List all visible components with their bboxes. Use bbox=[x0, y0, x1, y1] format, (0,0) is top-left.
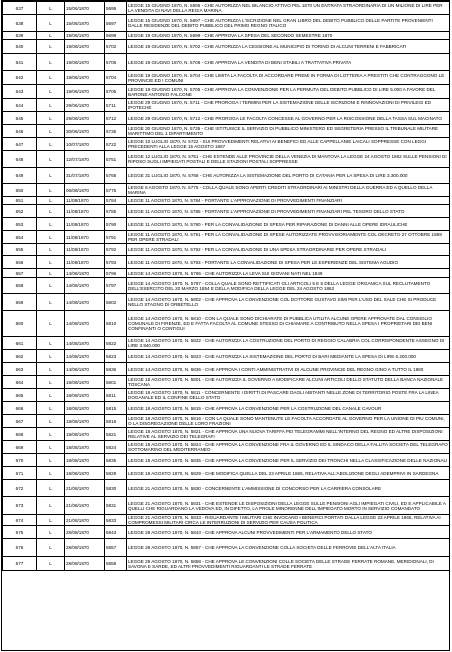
law-number: 5802 bbox=[105, 294, 127, 311]
series-code: L bbox=[37, 2, 65, 15]
law-date: 28/08/1870 bbox=[65, 526, 105, 539]
law-date: 18/08/1870 bbox=[65, 376, 105, 389]
law-date: 31/07/1870 bbox=[65, 168, 105, 184]
row-number: 663 bbox=[3, 363, 37, 376]
series-code: L bbox=[37, 184, 65, 197]
law-date: 18/08/1870 bbox=[65, 441, 105, 454]
law-date: 14/08/1870 bbox=[65, 311, 105, 337]
row-number: 673 bbox=[3, 497, 37, 515]
series-code: L bbox=[37, 337, 65, 350]
law-date: 18/08/1870 bbox=[65, 467, 105, 480]
table-row bbox=[3, 454, 450, 467]
series-code: L bbox=[37, 151, 65, 168]
series-code: L bbox=[37, 415, 65, 428]
table-row bbox=[3, 151, 450, 168]
series-code: L bbox=[37, 557, 65, 571]
law-number: 5801 bbox=[105, 376, 127, 389]
law-description: LEGGE 12 LUGLIO 1870, N. 5751 - CHE ESTENDE ALLE PROVINCIE DELLA VENEZIA DI MANTOVA LA LEGGE 24 AGOSTO 1862 SULLE PENSIONI DI RIPOSO SUGLI IMPIEGATI POSTALI E DELLE STAZIONI POSTALI SOPPRESSE bbox=[127, 151, 450, 168]
row-number: 641 bbox=[3, 54, 37, 71]
law-date: 10/07/1870 bbox=[65, 138, 105, 151]
law-description: LEGGE 15 GIUGNO 1870, N. 5695 - CHE AUTORIZZA NEL BILANCIO ATTIVO PEL 1870 UN ENTRATA STRAORDINARIA DI UN MILIONE DI LIRE PER LA VENDITA DI NAVI DELLA REGIA MARINA bbox=[127, 2, 450, 15]
law-description: LEGGE 19 GIUGNO 1870, N. 5706 - CHE APPROVA LA VENDITA DI BENI STABILI A TRATTATIVA PRIVATA bbox=[127, 54, 450, 71]
law-number: 5830 bbox=[105, 480, 127, 497]
table-row bbox=[3, 71, 450, 85]
law-number: 5835 bbox=[105, 454, 127, 467]
series-code: L bbox=[37, 311, 65, 337]
law-number: 5843 bbox=[105, 526, 127, 539]
series-code: L bbox=[37, 231, 65, 244]
row-number: 645 bbox=[3, 112, 37, 125]
table-row bbox=[3, 32, 450, 40]
law-date: 14/08/1870 bbox=[65, 337, 105, 350]
law-number: 5711 bbox=[105, 99, 127, 112]
series-code: L bbox=[37, 256, 65, 269]
law-description: LEGGE 11 AGOSTO 1870, N. 5784 - PORTANTE L'APPROVAZIONE DI PROVVEDIMENTI FINANZIARI bbox=[127, 197, 450, 205]
series-code: L bbox=[37, 197, 65, 205]
series-code: L bbox=[37, 526, 65, 539]
series-code: L bbox=[37, 218, 65, 231]
law-description: LEGGE 14 AGOSTO 1870, N. 5822 - CHE AUTORIZZA LA COSTRUZIONE DEL PORTO DI REGGIO CALABRIA COL CORRISPONDENTE ASSEGNO DI LIRE 3.940.000 bbox=[127, 337, 450, 350]
series-code: L bbox=[37, 85, 65, 99]
law-number: 5790 bbox=[105, 218, 127, 231]
table-row bbox=[3, 428, 450, 441]
law-description: LEGGE 18 AGOSTO 1870, N. 5829 - CHE MODIFICA QUELLA DEL 23 APRILE 1865, RELATIVA ALL'ABOLIZIONE DEGLI ADEMPRIVI IN SARDEGNA bbox=[127, 467, 450, 480]
series-code: L bbox=[37, 32, 65, 40]
table-row bbox=[3, 184, 450, 197]
law-description: LEGGE 19 GIUGNO 1870, N. 5699 - CHE APPROVA LA SPESA DEL SECONDO SEMESTRE 1870 bbox=[127, 32, 450, 40]
table-row bbox=[3, 168, 450, 184]
law-description: LEGGE 28 AGOSTO 1870, N. 5858 - CHE APPROVA LE CONVENZIONI COLLE SOCIETA DELLE STRADE FERRATE ROMANE, MERIDIONALI, DI SAVONA E SARDE, ED ALTRI PROVVEDIMENTI RIGUARDANTI LE STRADE FERRATE bbox=[127, 557, 450, 571]
table-row bbox=[3, 256, 450, 269]
series-code: L bbox=[37, 497, 65, 515]
law-description: LEGGE 14 AGOSTO 1870, N. 5796 - CHE AUTORIZZA LA LEVA SUI GIOVANI NATI NEL 1849 bbox=[127, 269, 450, 278]
laws-table-body bbox=[3, 2, 450, 571]
series-code: L bbox=[37, 278, 65, 294]
law-description: LEGGE 31 LUGLIO 1870, N. 5768 - CHE AUTORIZZA LA SISTEMAZIONE DEL PORTO DI CATANIA PER LA SPESA DI LIRE 3.300.000 bbox=[127, 168, 450, 184]
series-code: L bbox=[37, 54, 65, 71]
document-sheet bbox=[1, 0, 450, 651]
row-number: 666 bbox=[3, 402, 37, 415]
law-number: 5697 bbox=[105, 15, 127, 32]
law-date: 28/08/1870 bbox=[65, 557, 105, 571]
law-number: 5699 bbox=[105, 32, 127, 40]
law-description: LEGGE 14 AGOSTO 1870, N. 5797 - COLLA QUALE SONO RETTIFICATI GLI ARTICOLI 5 E 6 DELLA LEGGE ORGANICA SUL RECLUTAMENTO DELL'ESERCITO DEL 20 MARZO 1854 E DELLA MODIFICA DELLA LEGGE DEL 24 AGOSTO 1862 bbox=[127, 278, 450, 294]
table-row bbox=[3, 389, 450, 402]
law-number: 5810 bbox=[105, 311, 127, 337]
table-row bbox=[3, 311, 450, 337]
law-description: LEGGE 11 AGOSTO 1870, N. 5792 - PER LA CONVALIDAZIONE DI UNA SPESA STRAORDINARIE PER OPERE STRADALI bbox=[127, 244, 450, 256]
law-description: LEGGE 29 GIUGNO 1870, N. 5712 - CHE PROROGA LE FACOLTA CONCESSE AL GOVERNO PER LA RISCOSSIONE DELLA TASSA SUL MACINATO bbox=[127, 112, 450, 125]
law-description: LEGGE 11 AGOSTO 1870, N. 5793 - PORTANTE LA CONVALIDAZIONE DI SPESA PER LE ESPERIENZE DEL SISTEMA AGUDIO bbox=[127, 256, 450, 269]
law-number: 5706 bbox=[105, 54, 127, 71]
law-number: 5831 bbox=[105, 497, 127, 515]
series-code: L bbox=[37, 350, 65, 363]
row-number: 674 bbox=[3, 515, 37, 526]
law-description: LEGGE 10 LUGLIO 1870, N. 5722 - SUI PROVVEDIMENTI RELATIVI AI BENEFICI ED ALLE CAPPELLANIE LAICALI SOPPRESSE CON LEGGI PRECEDENTI ALLA LEGGE 15 AGOSTO 1867 bbox=[127, 138, 450, 151]
law-number: 5823 bbox=[105, 350, 127, 363]
law-description: LEGGE 14 AGOSTO 1870, N. 5810 - CON LA QUALE SONO DICHIARATE DI PUBBLICA UTILITA ALCUNE OPERE APPROVATE DAL CONSIGLIO COMUNALE DI FIRENZE, ED E FATTA FACOLTA AL COMUNE STESSO DI CHIAMARE A CONTRIBUTO NELLA SPESA I PROPRIETARI DEI BENI CONFINANTI O CONTIGUI bbox=[127, 311, 450, 337]
series-code: L bbox=[37, 205, 65, 218]
table-row bbox=[3, 205, 450, 218]
law-number: 5768 bbox=[105, 168, 127, 184]
law-description: LEGGE 21 AGOSTO 1870, N. 5830 - CONCERNENTE L'AMMISSIONE DI CONCORSO PER LA CARRIERA CONSOLARE bbox=[127, 480, 450, 497]
law-description: LEGGE 19 GIUGNO 1870, N. 5704 - CHE LIMITA LA FACOLTA DI ACCORDARE PREMI IN FORMA DI LOTTERIA A PRESTITI CHE CONTRAGGONO LE PROVINCIE ED I COMUNI bbox=[127, 71, 450, 85]
row-number: 672 bbox=[3, 480, 37, 497]
law-number: 5833 bbox=[105, 515, 127, 526]
law-description: LEGGE 18 AGOSTO 1870, N. 5811 - CONCERNENTE I DIRITTI DI PASCARE DAGLI ABITANTI NELLE ZONE DI TERRITORIO POSTE FRA LA LINEA DOGANALE ED IL CONFINE DELLO STATO bbox=[127, 389, 450, 402]
law-description: LEGGE 6 AGOSTO 1870, N. 5775 - COLLA QUALE SONO APERTI CREDITI STRAORDINARI AI MINISTRI DELLA GUERRA ED A QUELLO DELLA MARINA bbox=[127, 184, 450, 197]
law-date: 18/08/1870 bbox=[65, 402, 105, 415]
table-row bbox=[3, 15, 450, 32]
row-number: 677 bbox=[3, 557, 37, 571]
table-row bbox=[3, 402, 450, 415]
law-number: 5705 bbox=[105, 85, 127, 99]
table-row bbox=[3, 467, 450, 480]
table-row bbox=[3, 269, 450, 278]
row-number: 649 bbox=[3, 168, 37, 184]
law-number: 5702 bbox=[105, 40, 127, 54]
law-description: LEGGE 11 AGOSTO 1870, N. 5790 - PER LA CONVALIDAZIONE DI SPESA PER RIPARAZIONE DI DANNI ALLE OPERE IDRAULICHE bbox=[127, 218, 450, 231]
law-number: 5824 bbox=[105, 441, 127, 454]
law-number: 5829 bbox=[105, 467, 127, 480]
table-row bbox=[3, 125, 450, 138]
table-row bbox=[3, 85, 450, 99]
row-number: 670 bbox=[3, 454, 37, 467]
row-number: 648 bbox=[3, 151, 37, 168]
row-number: 662 bbox=[3, 350, 37, 363]
law-date: 28/08/1870 bbox=[65, 539, 105, 557]
law-description: LEGGE 29 GIUGNO 1870, N. 5711 - CHE PROROGA I TERMINI PER LA SISTEMAZIONE DELLE ISCRIZIONI E RINNOVAZIONI DI PRIVILEGI ED IPOTECHE bbox=[127, 99, 450, 112]
series-code: L bbox=[37, 99, 65, 112]
law-number: 5722 bbox=[105, 138, 127, 151]
row-number: 642 bbox=[3, 71, 37, 85]
row-number: 654 bbox=[3, 231, 37, 244]
law-number: 5792 bbox=[105, 244, 127, 256]
law-date: 18/08/1870 bbox=[65, 415, 105, 428]
law-date: 30/06/1870 bbox=[65, 125, 105, 138]
table-row bbox=[3, 376, 450, 389]
row-number: 658 bbox=[3, 278, 37, 294]
law-date: 18/08/1870 bbox=[65, 389, 105, 402]
series-code: L bbox=[37, 112, 65, 125]
law-number: 5858 bbox=[105, 557, 127, 571]
law-date: 21/08/1870 bbox=[65, 515, 105, 526]
series-code: L bbox=[37, 376, 65, 389]
table-row bbox=[3, 337, 450, 350]
row-number: 651 bbox=[3, 197, 37, 205]
row-number: 671 bbox=[3, 467, 37, 480]
law-description: LEGGE 11 AGOSTO 1870, N. 5791 - PER LA CONVALIDAZIONE DI SPESE AUTORIZZATE PROVVISORIAMENTE COL DECRETO 27 OTTOBRE 1869 PER OPERE STRADALI bbox=[127, 231, 450, 244]
law-date: 19/06/1870 bbox=[65, 32, 105, 40]
table-row bbox=[3, 515, 450, 526]
row-number: 639 bbox=[3, 32, 37, 40]
law-description: LEGGE 14 AGOSTO 1870, N. 5823 - CHE AUTORIZZA LA SISTEMAZIONE DEL PORTO DI BARI MEDIANTE LA SPESA DI LIRE 6.200.000 bbox=[127, 350, 450, 363]
series-code: L bbox=[37, 441, 65, 454]
series-code: L bbox=[37, 269, 65, 278]
law-description: LEGGE 30 GIUGNO 1870, N. 5735 - CHE ISTITUISCE IL SERVIZIO DI PUBBLICO MINISTERO ED SEGRETERIA PRESSO IL TRIBUNALE MILITARE MARITTIMO DEL 1 DIPARTIMENTO bbox=[127, 125, 450, 138]
table-row bbox=[3, 539, 450, 557]
law-date: 14/08/1870 bbox=[65, 278, 105, 294]
law-date: 19/06/1870 bbox=[65, 85, 105, 99]
law-date: 21/08/1870 bbox=[65, 497, 105, 515]
law-date: 18/08/1870 bbox=[65, 428, 105, 441]
law-number: 5784 bbox=[105, 197, 127, 205]
law-number: 5785 bbox=[105, 205, 127, 218]
law-date: 11/08/1870 bbox=[65, 231, 105, 244]
series-code: L bbox=[37, 539, 65, 557]
law-date: 11/08/1870 bbox=[65, 218, 105, 231]
row-number: 657 bbox=[3, 269, 37, 278]
law-date: 12/07/1870 bbox=[65, 151, 105, 168]
law-description: LEGGE 21 AGOSTO 1870, N. 5833 - RIGUARDANTE I MILITARI CHE INVOCANO I BENEFICI PORTATI DALLA LEGGE 23 APRILE 1865, RELATIVA AI COMPROMESSI MILITARI CIRCA LE INTERRUZIONI DI SERVIZIO PER CAUSA POLITICA bbox=[127, 515, 450, 526]
law-date: 19/06/1870 bbox=[65, 54, 105, 71]
table-row bbox=[3, 480, 450, 497]
law-date: 18/08/1870 bbox=[65, 454, 105, 467]
law-date: 14/08/1870 bbox=[65, 269, 105, 278]
table-row bbox=[3, 218, 450, 231]
row-number: 675 bbox=[3, 526, 37, 539]
series-code: L bbox=[37, 480, 65, 497]
series-code: L bbox=[37, 402, 65, 415]
table-row bbox=[3, 441, 450, 454]
table-row bbox=[3, 112, 450, 125]
law-number: 5811 bbox=[105, 389, 127, 402]
table-row bbox=[3, 557, 450, 571]
law-date: 11/08/1870 bbox=[65, 205, 105, 218]
row-number: 660 bbox=[3, 311, 37, 337]
row-number: 664 bbox=[3, 376, 37, 389]
series-code: L bbox=[37, 363, 65, 376]
series-code: L bbox=[37, 294, 65, 311]
law-number: 5796 bbox=[105, 269, 127, 278]
law-description: LEGGE 19 GIUGNO 1870, N. 5702 - CHE AUTORIZZA LA CESSIONE AL MUNICIPIO DI TORINO DI ALCUNI TERRENI E FABBRICATI bbox=[127, 40, 450, 54]
row-number: 667 bbox=[3, 415, 37, 428]
law-description: LEGGE 18 AGOSTO 1870, N. 5821 - CHE APPROVA UNA NUOVA TARIFFA PEI TELEGRAMMI NELL'INTERNO DEL REGNO ED ALTRE DISPOSIZIONI RELATIVE AL SERVIZIO DEI TELEGRAFI bbox=[127, 428, 450, 441]
law-date: 14/08/1870 bbox=[65, 363, 105, 376]
law-description: LEGGE 14 AGOSTO 1870, N. 5802 - CHE APPROVA LA CONVENZIONE COL DOTTORE GUSTAVO SIMI PER L'USO DEL SALE CHE SI PRODUCE NELLO STAGNO DI ORBETELLO bbox=[127, 294, 450, 311]
table-row bbox=[3, 350, 450, 363]
table-row bbox=[3, 497, 450, 515]
law-description: LEGGE 18 AGOSTO 1870, N. 5824 - CHE APPROVA LA CONVENZIONE FRA IL GOVERNO ED IL SINDACO DELLA FALLITA SOCIETA DEL TELEGRAFO SOTTOMARINO DEL MEDITERRANEO bbox=[128, 442, 448, 452]
table-row bbox=[3, 526, 450, 539]
row-number: 647 bbox=[3, 138, 37, 151]
law-date: 15/06/1870 bbox=[65, 2, 105, 15]
law-description: LEGGE 28 AGOSTO 1870, N. 5857 - CHE APPROVA LA CONVENZIONE COLLA SOCIETA DELLE FERROVIE DELL'ALTA ITALIA bbox=[127, 539, 450, 557]
table-row bbox=[3, 415, 450, 428]
law-number: 5816 bbox=[105, 415, 127, 428]
law-description: LEGGE 28 AGOSTO 1870, N. 5843 - CHE APPROVA ALCUNI PROVVEDIMENTI PER L'ARMAMENTO DELLO STATO bbox=[127, 526, 450, 539]
table-row bbox=[3, 40, 450, 54]
law-date: 15/06/1870 bbox=[65, 15, 105, 32]
law-date: 11/08/1870 bbox=[65, 244, 105, 256]
law-date: 29/06/1870 bbox=[65, 99, 105, 112]
series-code: L bbox=[37, 40, 65, 54]
series-code: L bbox=[37, 389, 65, 402]
law-date: 06/08/1870 bbox=[65, 184, 105, 197]
series-code: L bbox=[37, 454, 65, 467]
row-number: 665 bbox=[3, 389, 37, 402]
table-row bbox=[3, 231, 450, 244]
row-number: 659 bbox=[3, 294, 37, 311]
series-code: L bbox=[37, 138, 65, 151]
table-row bbox=[3, 54, 450, 71]
laws-table bbox=[2, 1, 450, 571]
row-number: 656 bbox=[3, 256, 37, 269]
series-code: L bbox=[37, 244, 65, 256]
table-row bbox=[3, 244, 450, 256]
law-number: 5735 bbox=[105, 125, 127, 138]
table-row bbox=[3, 138, 450, 151]
table-row bbox=[3, 197, 450, 205]
row-number: 644 bbox=[3, 99, 37, 112]
law-date: 21/08/1870 bbox=[65, 480, 105, 497]
law-description: LEGGE 11 AGOSTO 1870, N. 5785 - PORTANTE L'APPROVAZIONE DI PROVVEDIMENTI FINANZIARI PEL TESORO DELLO STATO bbox=[127, 205, 450, 218]
law-description: LEGGE 15 GIUGNO 1870, N. 5697 - CHE AUTORIZZA L'ISCRIZIONE NEL GRAN LIBRO DEL DEBITO PUBBLICO DELLE PARTITE PROVENIENTI DALLE RESIDENZE DEL DEBITO PUBBLICO DEL PRIMO REGNO ITALICO bbox=[127, 15, 450, 32]
table-row bbox=[3, 363, 450, 376]
row-number: 669 bbox=[3, 441, 37, 454]
law-date: 19/06/1870 bbox=[65, 40, 105, 54]
law-number: 5695 bbox=[105, 2, 127, 15]
table-row bbox=[3, 294, 450, 311]
law-number: 5857 bbox=[105, 539, 127, 557]
law-description: LEGGE 18 AGOSTO 1870, N. 5815 - CHE APPROVA LA CONVENZIONE PER LA COSTRUZIONE DEL CANALE CAVOUR bbox=[127, 402, 450, 415]
series-code: L bbox=[37, 428, 65, 441]
row-number: 637 bbox=[3, 2, 37, 15]
row-number: 668 bbox=[3, 428, 37, 441]
law-description: LEGGE 21 AGOSTO 1870, N. 5831 - CHE ESTENDE LE DISPOSIZIONI DELLA LEGGE SULLE PENSIONI AGLI IMPIEGATI CIVILI, ED E APPLICABILE A QUELLI CHE RIGUARDANO LA VEDOVA ED, IN DIFETTO, LA PROLE MINORENNE DELL'IMPIEGATO MORTO IN SERVIZIO COMANDATO bbox=[127, 497, 450, 515]
row-number: 661 bbox=[3, 337, 37, 350]
row-number: 653 bbox=[3, 218, 37, 231]
law-date: 11/08/1870 bbox=[65, 256, 105, 269]
law-number: 5797 bbox=[105, 278, 127, 294]
series-code: L bbox=[37, 125, 65, 138]
law-date: 19/06/1870 bbox=[65, 71, 105, 85]
row-number: 655 bbox=[3, 244, 37, 256]
series-code: L bbox=[37, 515, 65, 526]
law-date: 29/06/1870 bbox=[65, 112, 105, 125]
law-number: 5815 bbox=[105, 402, 127, 415]
law-number: 5791 bbox=[105, 231, 127, 244]
law-number: 5712 bbox=[105, 112, 127, 125]
table-row bbox=[3, 99, 450, 112]
row-number: 640 bbox=[3, 40, 37, 54]
table-row bbox=[3, 278, 450, 294]
row-number: 643 bbox=[3, 85, 37, 99]
law-number: 5793 bbox=[105, 256, 127, 269]
law-description: LEGGE 14 AGOSTO 1870, N. 5836 - CHE APPROVA I CONTI AMMINISTRATIVI DI ALCUNE PROVINCIE DEL REGNO GINO A TUTTO IL 1860 bbox=[127, 363, 450, 376]
law-number: 5775 bbox=[105, 184, 127, 197]
law-date: 14/08/1870 bbox=[65, 350, 105, 363]
series-code: L bbox=[37, 15, 65, 32]
law-date: 11/08/1870 bbox=[65, 197, 105, 205]
law-description: LEGGE 18 AGOSTO 1870, N. 5835 - CHE APPROVA LA CONVENZIONE PER IL SERVIZIO DEI TRONCHI NELLA CLASSIFICAZIONE DELLE NAZIONALI bbox=[127, 454, 450, 467]
law-number: 5704 bbox=[105, 71, 127, 85]
row-number: 646 bbox=[3, 125, 37, 138]
law-number: 5751 bbox=[105, 151, 127, 168]
series-code: L bbox=[37, 467, 65, 480]
series-code: L bbox=[37, 71, 65, 85]
law-number: 5822 bbox=[105, 337, 127, 350]
law-number: 5836 bbox=[105, 363, 127, 376]
table-row bbox=[3, 2, 450, 15]
law-description: LEGGE 18 AGOSTO 1870, N. 5801 - CHE AUTORIZZA IL GOVERNO A MODIFICARE ALCUNI ARTICOLI DELLO STATUTO DELLA BANCA NAZIONALE TOSCANA bbox=[127, 376, 450, 389]
law-date: 14/08/1870 bbox=[65, 294, 105, 311]
law-description: LEGGE 18 AGOSTO 1870, N. 5816 - CON LA QUALE SONO MANTENUTE LE FACOLTA ACCORDATE AL GOVERNO PER LA UNIONE DI PIU COMUNI, O LA DISGREGAZIONE DELLE LORO FRAZIONI bbox=[127, 415, 450, 428]
series-code: L bbox=[37, 168, 65, 184]
law-number: 5821 bbox=[105, 428, 127, 441]
law-description: LEGGE 19 GIUGNO 1870, N. 5705 - CHE APPROVA LA CONVENZIONE PER LA PERMUTA DEL DEBITO PUBBLICO DI LIRE 5.000 A FAVORE DEL BARONE ANTONIO FALCONE bbox=[127, 85, 450, 99]
row-number: 676 bbox=[3, 539, 37, 557]
row-number: 650 bbox=[3, 184, 37, 197]
row-number: 638 bbox=[3, 15, 37, 32]
row-number: 652 bbox=[3, 205, 37, 218]
